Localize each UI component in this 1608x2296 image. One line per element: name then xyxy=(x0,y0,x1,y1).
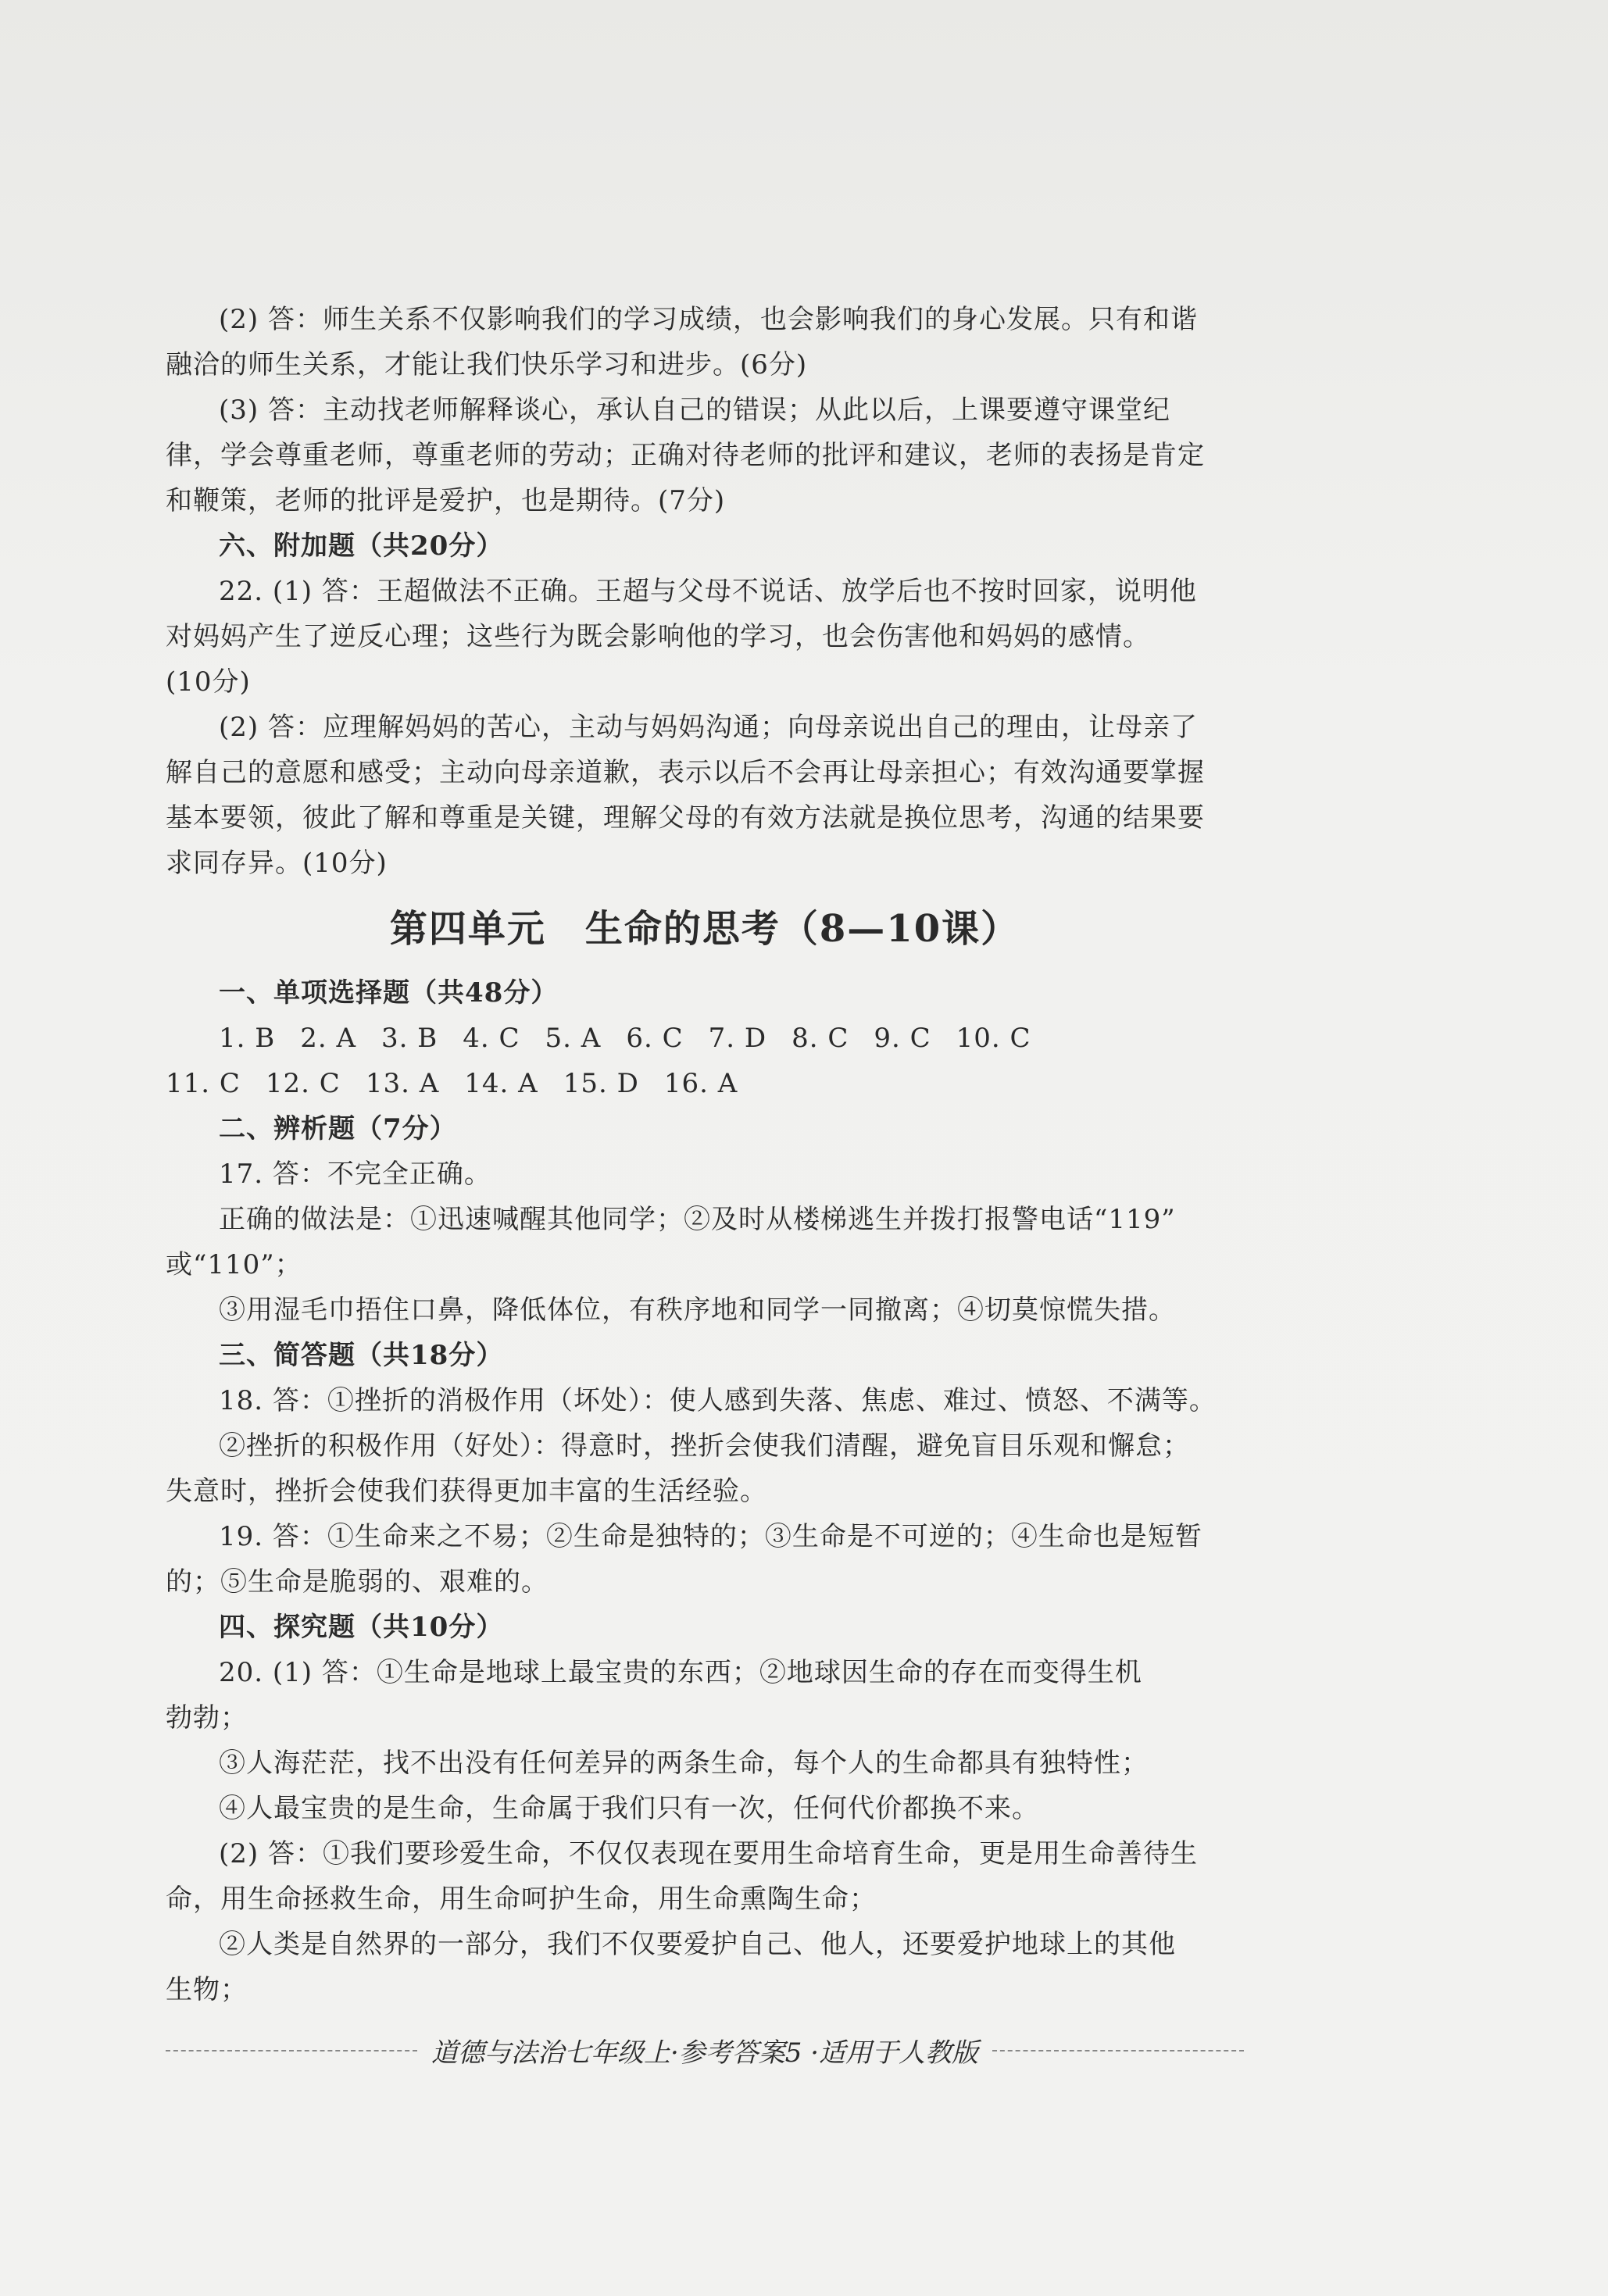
answer-line: 正确的做法是：①迅速喊醒其他同学；②及时从楼梯逃生并拨打报警电话“119” xyxy=(219,1204,1176,1235)
answer-line: 失意时，挫折会使我们获得更加丰富的生活经验。 xyxy=(166,1476,767,1507)
section-title-choice: 一、单项选择题（共48分） xyxy=(219,977,559,1009)
choice-answer: 3. B xyxy=(381,1023,438,1054)
answer-line: (2) 答：应理解妈妈的苦心，主动与妈妈沟通；向母亲说出自己的理由，让母亲了 xyxy=(219,712,1198,743)
answer-line: 三、简答题（共18分） xyxy=(219,1340,504,1371)
answer-line: (2) 答：①我们要珍爱生命，不仅仅表现在要用生命培育生命，更是用生命善待生 xyxy=(219,1838,1198,1869)
choice-answer: 8. C xyxy=(791,1023,849,1054)
answer-line: 律，学会尊重老师，尊重老师的劳动；正确对待老师的批评和建议，老师的表扬是肯定 xyxy=(166,440,1205,471)
answer-line: ②人类是自然界的一部分，我们不仅要爱护自己、他人，还要爱护地球上的其他 xyxy=(219,1929,1176,1960)
answer-line: ③人海茫茫，找不出没有任何差异的两条生命，每个人的生命都具有独特性； xyxy=(219,1748,1149,1779)
answer-line: (3) 答：主动找老师解释谈心，承认自己的错误；从此以后，上课要遵守课堂纪 xyxy=(219,395,1170,426)
answer-content xyxy=(166,297,1244,2012)
footer-rule-left xyxy=(166,2050,417,2051)
choice-answers-row-2 xyxy=(166,1061,1244,1106)
choice-answer: 13. A xyxy=(365,1068,440,1099)
answer-line: 或“110”； xyxy=(166,1249,302,1280)
answer-line: ③用湿毛巾捂住口鼻，降低体位，有秩序地和同学一同撤离；④切莫惊慌失措。 xyxy=(219,1294,1176,1326)
choice-answer: 4. C xyxy=(463,1023,520,1054)
answers-part-top xyxy=(166,297,1244,886)
answer-line: 19. 答：①生命来之不易；②生命是独特的；③生命是不可逆的；④生命也是短暂 xyxy=(219,1521,1202,1552)
page-footer xyxy=(166,2031,1244,2069)
choice-answer: 10. C xyxy=(956,1023,1031,1054)
answer-line: 二、辨析题（7分） xyxy=(219,1113,457,1144)
answer-line: 对妈妈产生了逆反心理；这些行为既会影响他的学习，也会伤害他和妈妈的感情。 xyxy=(166,621,1150,652)
choice-answer: 12. C xyxy=(265,1068,341,1099)
choice-answer: 9. C xyxy=(874,1023,931,1054)
answer-line: 六、附加题（共20分） xyxy=(219,530,504,562)
answer-line: 18. 答：①挫折的消极作用（坏处）：使人感到失落、焦虑、难过、愤怒、不满等。 xyxy=(219,1385,1217,1416)
footer-text: 道德与法治七年级上·参考答案5 ·适用于人教版 xyxy=(431,2037,979,2069)
choice-answer: 1. B xyxy=(219,1023,276,1054)
choice-answer: 15. D xyxy=(563,1068,639,1099)
answer-line: 解自己的意愿和感受；主动向母亲道歉，表示以后不会再让母亲担心；有效沟通要掌握 xyxy=(166,757,1205,788)
answer-line: 20. (1) 答：①生命是地球上最宝贵的东西；②地球因生命的存在而变得生机 xyxy=(219,1657,1142,1688)
answer-line: (10分) xyxy=(166,666,251,698)
answer-line: 和鞭策，老师的批评是爱护，也是期待。(7分) xyxy=(166,485,726,516)
answer-line: 求同存异。(10分) xyxy=(166,848,388,879)
unit-title: 第四单元 生命的思考（8—10课） xyxy=(389,907,1020,951)
answer-line: 22. (1) 答：王超做法不正确。王超与父母不说话、放学后也不按时回家，说明他 xyxy=(219,576,1197,607)
answer-line: ④人最宝贵的是生命，生命属于我们只有一次，任何代价都换不来。 xyxy=(219,1793,1039,1824)
answer-line: 基本要领，彼此了解和尊重是关键，理解父母的有效方法就是换位思考，沟通的结果要 xyxy=(166,802,1205,834)
choice-answer: 6. C xyxy=(626,1023,684,1054)
answer-line: ②挫折的积极作用（好处）：得意时，挫折会使我们清醒，避免盲目乐观和懈怠； xyxy=(219,1430,1190,1462)
answer-line: 四、探究题（共10分） xyxy=(219,1612,504,1643)
answer-line: 勃勃； xyxy=(166,1702,248,1734)
choice-answer: 14. A xyxy=(464,1068,538,1099)
choice-answers-row-1 xyxy=(166,1016,1244,1061)
choice-answer: 5. A xyxy=(545,1023,602,1054)
answer-line: 融洽的师生关系，才能让我们快乐学习和进步。(6分) xyxy=(166,349,808,380)
answer-line: 的；⑤生命是脆弱的、艰难的。 xyxy=(166,1566,549,1598)
choice-answer: 2. A xyxy=(300,1023,357,1054)
choice-answer: 16. A xyxy=(663,1068,738,1099)
answers-part-bottom xyxy=(166,1106,1244,2012)
answer-line: 生物； xyxy=(166,1974,248,2005)
answer-line: (2) 答：师生关系不仅影响我们的学习成绩，也会影响我们的身心发展。只有和谐 xyxy=(219,304,1198,335)
answer-line: 17. 答：不完全正确。 xyxy=(219,1159,491,1190)
choice-answer: 11. C xyxy=(166,1068,241,1099)
answer-line: 命，用生命拯救生命，用生命呵护生命，用生命熏陶生命； xyxy=(166,1884,877,1915)
choice-answer: 7. D xyxy=(708,1023,767,1054)
footer-rule-right xyxy=(992,2050,1244,2051)
